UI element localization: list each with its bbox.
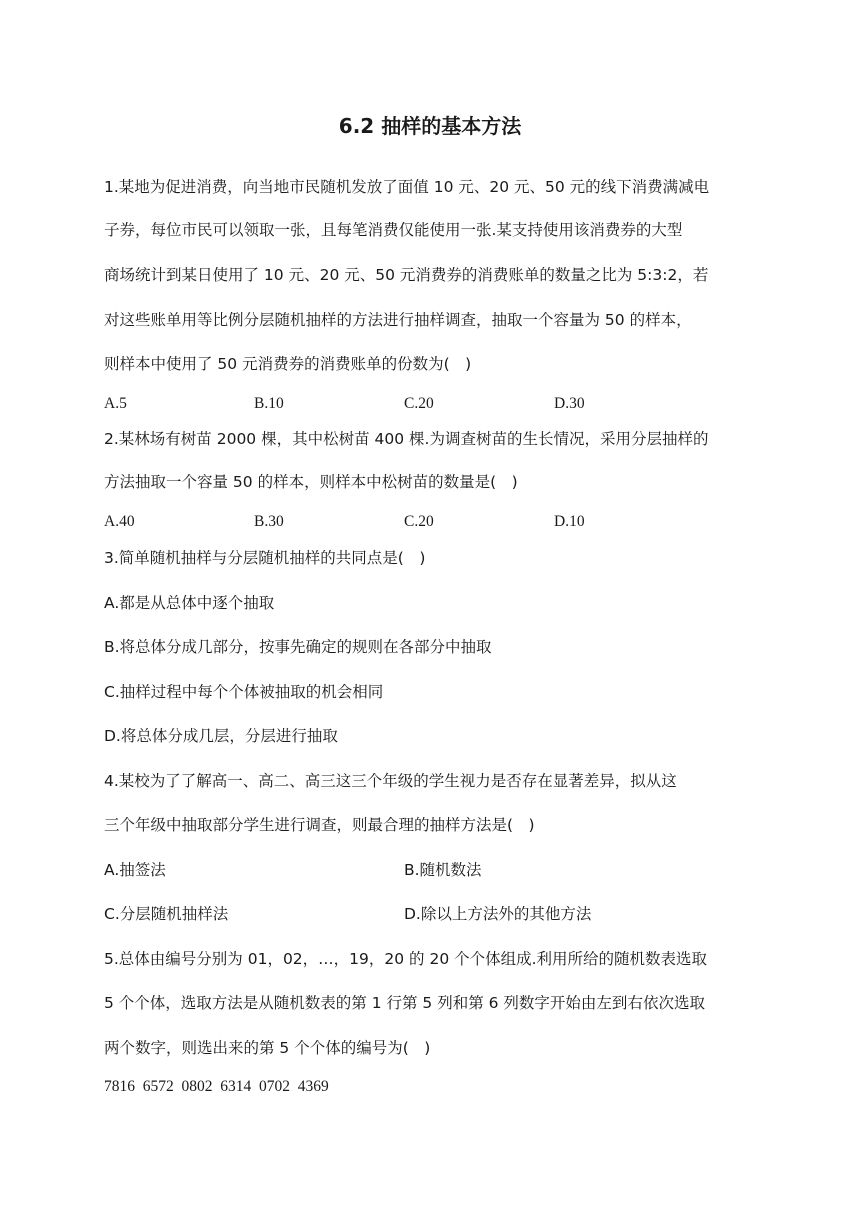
- q4-option-c: C.分层随机抽样法: [104, 905, 229, 923]
- q3-line-1: 3.简单随机抽样与分层随机抽样的共同点是( ): [104, 549, 426, 567]
- q1-line-3: 商场统计到某日使用了 10 元、20 元、50 元消费券的消费账单的数量之比为 5:3:2，若: [104, 266, 709, 284]
- q2-option-b: B.30: [254, 513, 284, 530]
- q1-line-1: 1.某地为促进消费，向当地市民随机发放了面值 10 元、20 元、50 元的线下消费满减电: [104, 178, 710, 196]
- q4-option-b: B.随机数法: [404, 861, 482, 879]
- q4-option-a: A.抽签法: [104, 861, 166, 879]
- random-number-table: 7816 6572 0802 6314 0702 4369: [104, 1078, 329, 1095]
- q2-option-c: C.20: [404, 513, 434, 530]
- q3-option-c: C.抽样过程中每个个体被抽取的机会相同: [104, 683, 384, 701]
- page-title: 6.2 抽样的基本方法: [338, 114, 522, 138]
- q1-line-5: 则样本中使用了 50 元消费券的消费账单的份数为( ): [104, 355, 472, 373]
- q1-line-2: 子券，每位市民可以领取一张，且每笔消费仅能使用一张.某支持使用该消费券的大型: [104, 221, 683, 239]
- q4-option-d: D.除以上方法外的其他方法: [404, 905, 592, 923]
- q5-line-1: 5.总体由编号分别为 01，02，…，19，20 的 20 个个体组成.利用所给的随机数表选取: [104, 950, 708, 968]
- q2-line-1: 2.某林场有树苗 2000 棵，其中松树苗 400 棵.为调查树苗的生长情况，采用分层抽样的: [104, 430, 709, 448]
- q3-option-d: D.将总体分成几层，分层进行抽取: [104, 727, 338, 745]
- q1-option-a: A.5: [104, 395, 127, 412]
- q2-option-a: A.40: [104, 513, 135, 530]
- q3-option-a: A.都是从总体中逐个抽取: [104, 594, 275, 612]
- q1-option-b: B.10: [254, 395, 284, 412]
- q3-option-b: B.将总体分成几部分，按事先确定的规则在各部分中抽取: [104, 638, 492, 656]
- q1-option-c: C.20: [404, 395, 434, 412]
- q1-option-d: D.30: [554, 395, 585, 412]
- q1-line-4: 对这些账单用等比例分层随机抽样的方法进行抽样调查，抽取一个容量为 50 的样本，: [104, 311, 692, 329]
- q2-line-2: 方法抽取一个容量 50 的样本，则样本中松树苗的数量是( ): [104, 473, 518, 491]
- q2-option-d: D.10: [554, 513, 585, 530]
- q5-line-2: 5 个个体，选取方法是从随机数表的第 1 行第 5 列和第 6 列数字开始由左到右依次选取: [104, 994, 705, 1012]
- q5-line-3: 两个数字，则选出来的第 5 个个体的编号为( ): [104, 1039, 431, 1057]
- q4-line-1: 4.某校为了了解高一、高二、高三这三个年级的学生视力是否存在显著差异，拟从这: [104, 772, 677, 790]
- q4-line-2: 三个年级中抽取部分学生进行调查，则最合理的抽样方法是( ): [104, 816, 535, 834]
